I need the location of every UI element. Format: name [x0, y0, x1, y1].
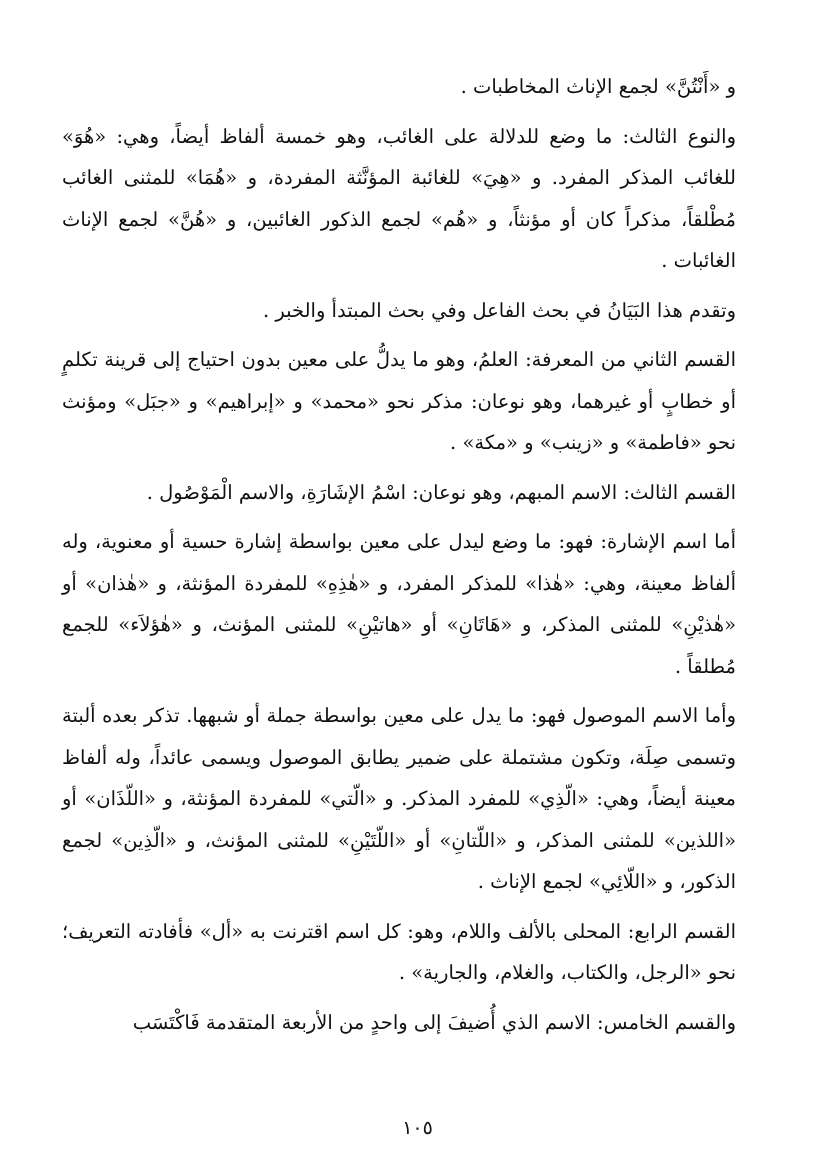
paragraph-feminine-plural-addressee: و «أَنْتُنَّ» لجمع الإناث المخاطبات . [460, 75, 736, 98]
page-number: ١٠٥ [402, 1117, 433, 1139]
paragraph-proper-noun: القسم الثاني من المعرفة: العلمُ، وهو ما يدلُّ على معين بدون احتياج إلى قرينة تكلمٍ أو خطابٍ أو غيرهما، وهو نوعان: مذكر نحو «محمد» و «إبراهيم» و «جبَل» ومؤنث نحو «فاطمة» و «زينب» و «مكة» . [62, 348, 736, 454]
paragraph-third-person-pronouns: والنوع الثالث: ما وضع للدلالة على الغائب، وهو خمسة ألفاظ أيضاً، وهي: «هُوَ» للغائب المذكر المفرد. و «هِيَ» للغائبة المؤنَّثة المفردة، و «هُمَا» للمثنى الغائب مُطْلقاً، مذكراً كان أو مؤنثاً، و «هُم» لجمع الذكور الغائبين، و «هُنَّ» لجمع الإناث الغائبات . [62, 124, 736, 272]
body-text [62, 66, 736, 1051]
paragraph-annexed-noun: والقسم الخامس: الاسم الذي أُضيفَ إلى واحدٍ من الأربعة المتقدمة فَاكْتَسَب [132, 1010, 736, 1034]
paragraph-demonstrative: أما اسم الإشارة: فهو: ما وضع ليدل على معين بواسطة إشارة حسية أو معنوية، وله ألفاظ معينة، وهي: «هٰذا» للمذكر المفرد، و «هٰذِهِ» للمفردة المؤنثة، و «هٰذان» أو «هٰذيْنِ» للمثنى المذكر، و «هَاتَانِ» أو «هاتيْنِ» للمثنى المؤنث، و «هٰؤلاَء» للجمع مُطلقاً . [62, 530, 736, 678]
paragraph-previous-discussion: وتقدم هذا البَيَانُ في بحث الفاعل وفي بحث المبتدأ والخبر . [262, 298, 736, 322]
paragraph-definite-article: القسم الرابع: المحلى بالألف واللام، وهو: كل اسم اقترنت به «أل» فأفادته التعريف؛ نحو «الرجل، والكتاب، والغلام، والجارية» . [62, 919, 736, 984]
paragraph-relative-pronoun: وأما الاسم الموصول فهو: ما يدل على معين بواسطة جملة أو شبهها. تذكر بعده ألبتة وتسمى صِلَة، وتكون مشتملة على ضمير يطابق الموصول ويسمى عائداً، وله ألفاظ معينة أيضاً، وهي: «الّذِي» للمفرد المذكر. و «الّتي» للمفردة المؤنثة، و «اللّذَان» أو «اللذين» للمثنى المذكر، و «اللّتانِ» أو «اللّتَيْنِ» للمثنى المؤنث، و «الّذِين» لجمع الذكور، و «اللّائِي» لجمع الإناث . [62, 704, 736, 893]
paragraph-vague-noun: القسم الثالث: الاسم المبهم، وهو نوعان: اسْمُ الإشَارَةِ، والاسم الْمَوْصُول . [146, 480, 736, 504]
